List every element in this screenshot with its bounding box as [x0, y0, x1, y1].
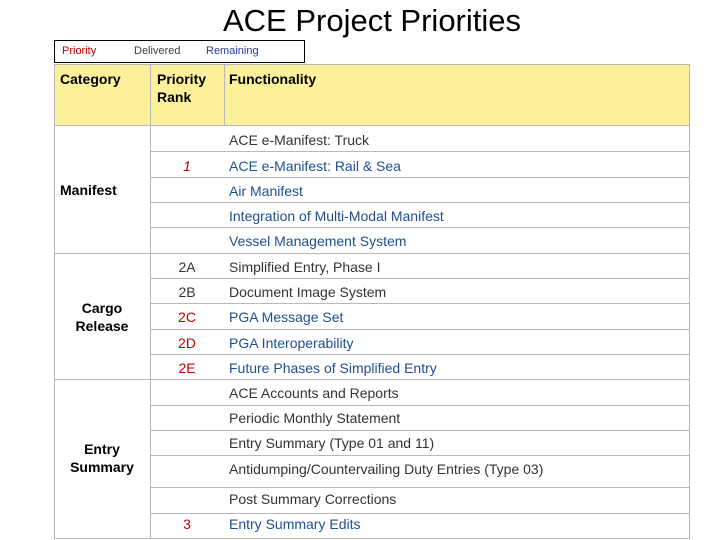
grid-row-line	[150, 303, 690, 304]
row-functionality: Document Image System	[229, 284, 387, 300]
grid-row-line	[150, 513, 690, 514]
legend-delivered: Delivered	[134, 45, 181, 57]
row-functionality: ACE e-Manifest: Truck	[229, 132, 370, 148]
grid-section-line	[54, 379, 690, 380]
row-functionality: Post Summary Corrections	[229, 491, 397, 507]
row-rank: 2C	[178, 309, 196, 325]
page-title: ACE Project Priorities	[222, 3, 522, 38]
category-cargo-line1: Cargo	[81, 300, 123, 316]
row-functionality: Antidumping/Countervailing Duty Entries (Type 03)	[229, 461, 544, 477]
grid-row-line	[150, 227, 690, 228]
row-functionality: Future Phases of Simplified Entry	[229, 360, 437, 376]
grid-row-line	[150, 354, 690, 355]
category-manifest: Manifest	[60, 182, 117, 198]
grid-right	[689, 126, 690, 538]
row-rank: 2D	[178, 335, 196, 351]
legend-remaining: Remaining	[206, 45, 259, 57]
header-category: Category	[60, 71, 121, 87]
row-functionality: Vessel Management System	[229, 233, 407, 249]
header-rank-line2: Rank	[157, 89, 192, 105]
grid-row-line	[150, 151, 690, 152]
grid-bottom	[54, 538, 690, 539]
grid-row-line	[150, 487, 690, 488]
category-entry-line1: Entry	[84, 441, 120, 457]
row-functionality: Entry Summary (Type 01 and 11)	[229, 435, 435, 451]
grid-row-line	[150, 430, 690, 431]
grid-section-line	[54, 253, 690, 254]
grid-row-line	[150, 278, 690, 279]
row-functionality: Periodic Monthly Statement	[229, 410, 401, 426]
category-cargo-line2: Release	[75, 318, 129, 334]
legend-priority: Priority	[62, 45, 97, 57]
row-functionality: Simplified Entry, Phase I	[229, 259, 381, 275]
header-rank-line1: Priority	[157, 71, 207, 87]
row-rank: 1	[183, 158, 191, 174]
row-functionality: Entry Summary Edits	[229, 516, 361, 532]
row-functionality: PGA Message Set	[229, 309, 344, 325]
grid-category-divider	[150, 64, 151, 538]
category-entry-summary	[54, 440, 150, 476]
row-functionality: Integration of Multi-Modal Manifest	[229, 208, 444, 224]
row-rank: 2A	[178, 259, 196, 275]
grid-row-line	[150, 177, 690, 178]
row-rank: 2E	[178, 360, 196, 376]
grid-rank-divider	[224, 64, 225, 126]
row-functionality: ACE Accounts and Reports	[229, 385, 399, 401]
grid-row-line	[150, 329, 690, 330]
header-priority-rank	[157, 70, 206, 106]
row-functionality: PGA Interoperability	[229, 335, 354, 351]
grid-row-line	[150, 202, 690, 203]
status-legend	[54, 40, 305, 63]
row-rank: 2B	[178, 284, 196, 300]
grid-row-line	[150, 405, 690, 406]
priorities-table	[54, 64, 690, 539]
header-functionality: Functionality	[229, 71, 317, 87]
row-functionality: ACE e-Manifest: Rail & Sea	[229, 158, 401, 174]
row-functionality: Air Manifest	[229, 183, 303, 199]
grid-row-line	[150, 455, 690, 456]
category-cargo-release	[54, 299, 150, 335]
row-rank: 3	[183, 516, 191, 532]
category-entry-line2: Summary	[70, 459, 134, 475]
